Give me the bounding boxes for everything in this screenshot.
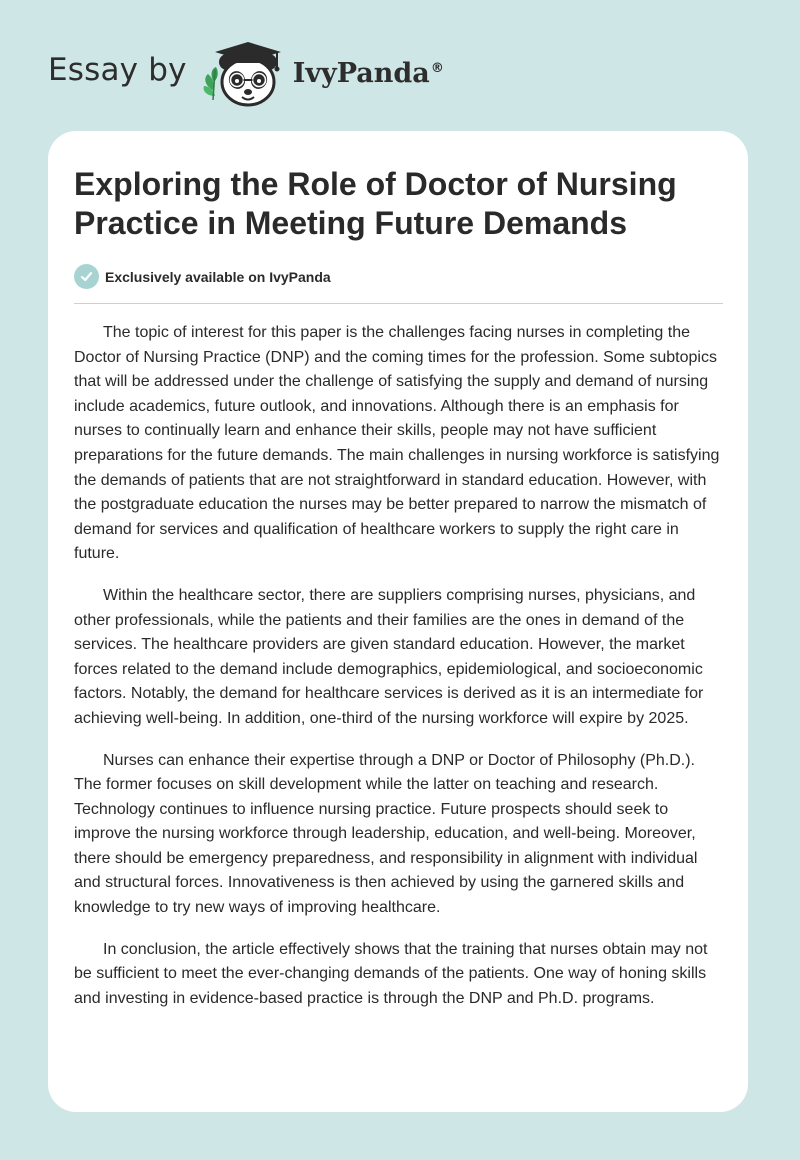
paragraph-3: Nurses can enhance their expertise through a DNP or Doctor of Philosophy (Ph.D.). The former focuses on skill development while the latter on teaching and research. Technology continues to influence nursing practice. Future prospects should seek to improve the nursing workforce through leadership, education, and well-being. Moreover, there should be emergency preparedness, and responsibility in alignment with individual and structural forces. Innovativeness is then achieved by using the garnered skills and knowledge to try new ways of improving healthcare. bbox=[74, 751, 698, 917]
exclusive-badge bbox=[74, 264, 331, 289]
title-divider bbox=[74, 303, 723, 304]
check-icon bbox=[74, 264, 99, 289]
brand-name[interactable] bbox=[293, 58, 444, 89]
paragraph-1: The topic of interest for this paper is the challenges facing nurses in completing the Doctor of Nursing Practice (DNP) and the coming times for the profession. Some subtopics that will be addressed under the challenge of satisfying the supply and demand of nursing include academics, future outlook, and innovations. Although there is an emphasis for nurses to continually learn and enhance their skills, people may not have sufficient preparations for the future demands. The main challenges in nursing workforce is satisfying the demands of patients that are not straightforward in standard education. However, with the postgraduate education the nurses may be better prepared to narrow the mismatch of demand for services and qualification of healthcare workers to supply the right care in future. bbox=[74, 324, 720, 563]
registered-mark: ® bbox=[430, 60, 444, 76]
essay-card bbox=[48, 131, 748, 1112]
essay-body bbox=[74, 321, 725, 1028]
panda-logo-icon[interactable] bbox=[199, 36, 289, 108]
site-header bbox=[48, 36, 444, 108]
essay-by-label: Essay by bbox=[48, 52, 187, 88]
paragraph-2: Within the healthcare sector, there are suppliers comprising nurses, physicians, and other professionals, while the patients and their families are the ones in demand of the services. The healthcare providers are given standard education. However, the market forces related to the demand include demographics, epidemiological, and socioeconomic factors. Notably, the demand for healthcare services is derived as it is an intermediate for achieving well-being. In addition, one-third of the nursing workforce will expire by 2025. bbox=[74, 586, 704, 727]
exclusive-badge-text: Exclusively available on IvyPanda bbox=[105, 268, 331, 285]
paragraph-4: In conclusion, the article effectively shows that the training that nurses obtain may not be sufficient to meet the ever-changing demands of the patients. One way of honing skills and investing in evidence-based practice is through the DNP and Ph.D. programs. bbox=[74, 940, 708, 1007]
brand-name-text: IvyPanda bbox=[292, 57, 430, 89]
essay-title: Exploring the Role of Doctor of Nursing Practice in Meeting Future Demands bbox=[74, 166, 677, 241]
